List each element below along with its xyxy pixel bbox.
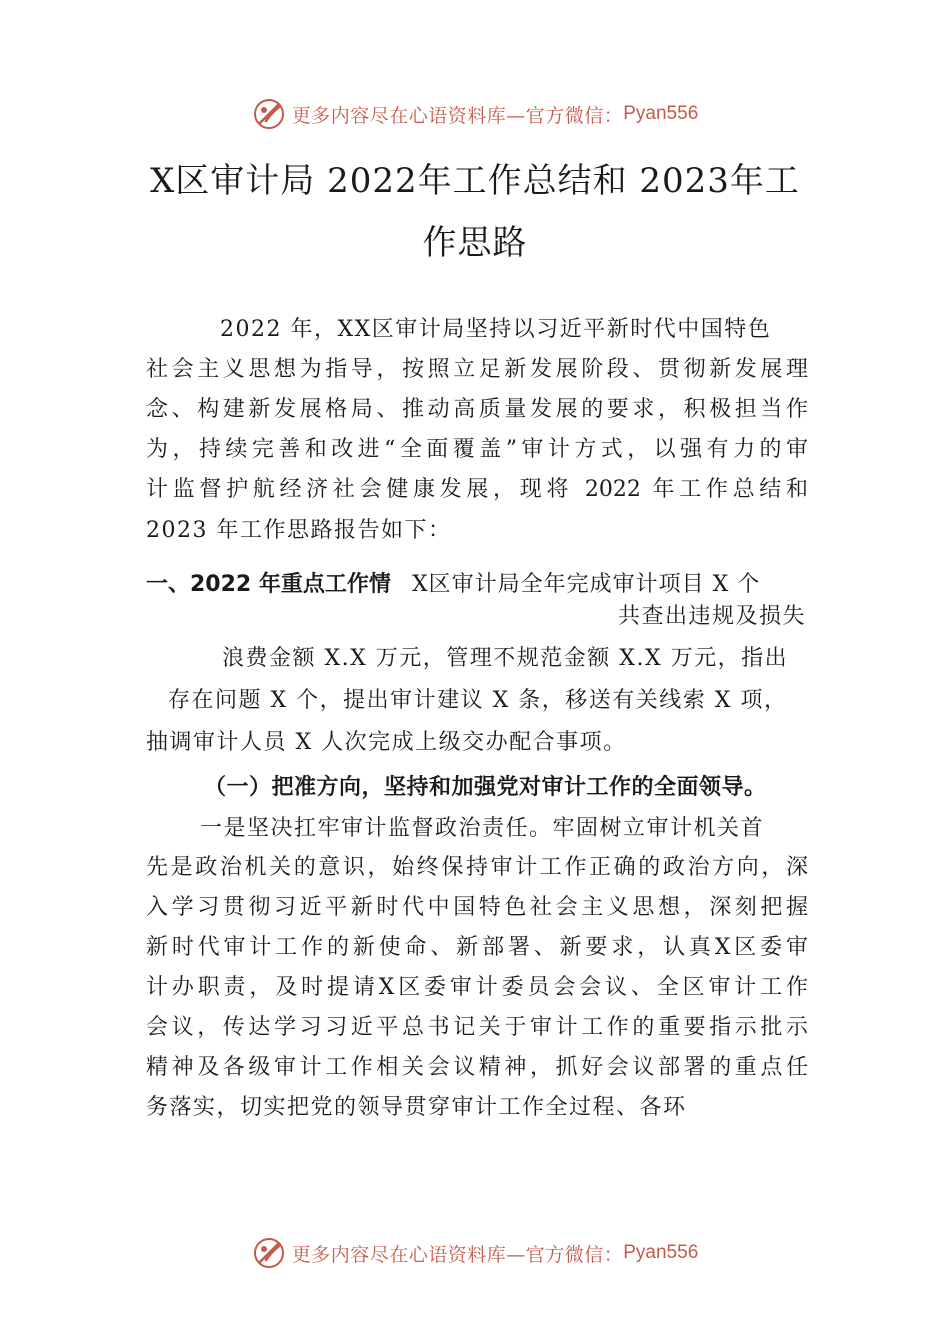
intro-line-5: 计监督护航经济社会健康发展，现将 2022 年工作总结和 <box>146 477 808 502</box>
subsection1-line-7: 精神及各级审计工作相关会议精神，抓好会议部署的重点任 <box>146 1055 808 1080</box>
subsection1-heading: （一）把准方向，坚持和加强党对审计工作的全面领导。 <box>204 774 767 800</box>
intro-line-3: 念、构建新发展格局、推动高质量发展的要求，积极担当作 <box>146 397 808 422</box>
intro-line-2: 社会主义思想为指导，按照立足新发展阶段、贯彻新发展理 <box>146 357 808 382</box>
quill-seal-icon <box>252 1236 286 1270</box>
intro-line-4: 为，持续完善和改进“全面覆盖”审计方式，以强有力的审 <box>146 437 808 462</box>
subsection1-line-8: 务落实，切实把党的领导贯穿审计工作全过程、各环 <box>146 1095 687 1120</box>
subsection1-line-2: 先是政治机关的意识，始终保持审计工作正确的政治方向，深 <box>146 855 808 880</box>
subsection1-line-3: 入学习贯彻习近平新时代中国特色社会主义思想，深刻把握 <box>146 895 808 920</box>
subsection1-line-1: 一是坚决扛牢审计监督政治责任。牢固树立审计机关首 <box>200 816 765 841</box>
section1-line-2: 存在问题 X 个，提出审计建议 X 条，移送有关线索 X 项， <box>168 688 788 713</box>
watermark-header <box>0 94 950 134</box>
watermark-wechat-id: Pyan556 <box>623 103 699 124</box>
intro-line-1: 2022 年，XX区审计局坚持以习近平新时代中国特色 <box>220 317 772 342</box>
subsection1-line-6: 会议，传达学习习近平总书记关于审计工作的重要指示批示 <box>146 1015 808 1040</box>
document-title <box>120 150 830 274</box>
intro-line-6: 2023 年工作思路报告如下： <box>146 518 452 543</box>
section1-line-1: 浪费金额 X.X 万元，管理不规范金额 X.X 万元，指出 <box>222 646 789 671</box>
watermark-text: 更多内容尽在心语资料库—官方微信： <box>291 104 624 127</box>
section1-line-3: 抽调审计人员 X 人次完成上级交办配合事项。 <box>146 730 627 755</box>
subsection1-line-4: 新时代审计工作的新使命、新部署、新要求，认真X区委审 <box>146 935 808 960</box>
section1-heading-wrap: 共查出违规及损失 <box>617 604 806 629</box>
section1-heading: 一、2022 年重点工作情 <box>146 572 391 597</box>
watermark-text: 更多内容尽在心语资料库—官方微信： <box>291 1243 624 1266</box>
section1-heading-tail: X区审计局全年完成审计项目 X 个 <box>412 572 761 597</box>
title-line-2: 作思路 <box>422 223 528 263</box>
title-line-1: X区审计局 2022年工作总结和 2023年工 <box>150 161 800 201</box>
watermark-wechat-id: Pyan556 <box>623 1242 699 1263</box>
quill-seal-icon <box>252 97 286 131</box>
watermark-footer <box>0 1233 950 1273</box>
subsection1-line-5: 计办职责，及时提请X区委审计委员会会议、全区审计工作 <box>146 975 808 1000</box>
